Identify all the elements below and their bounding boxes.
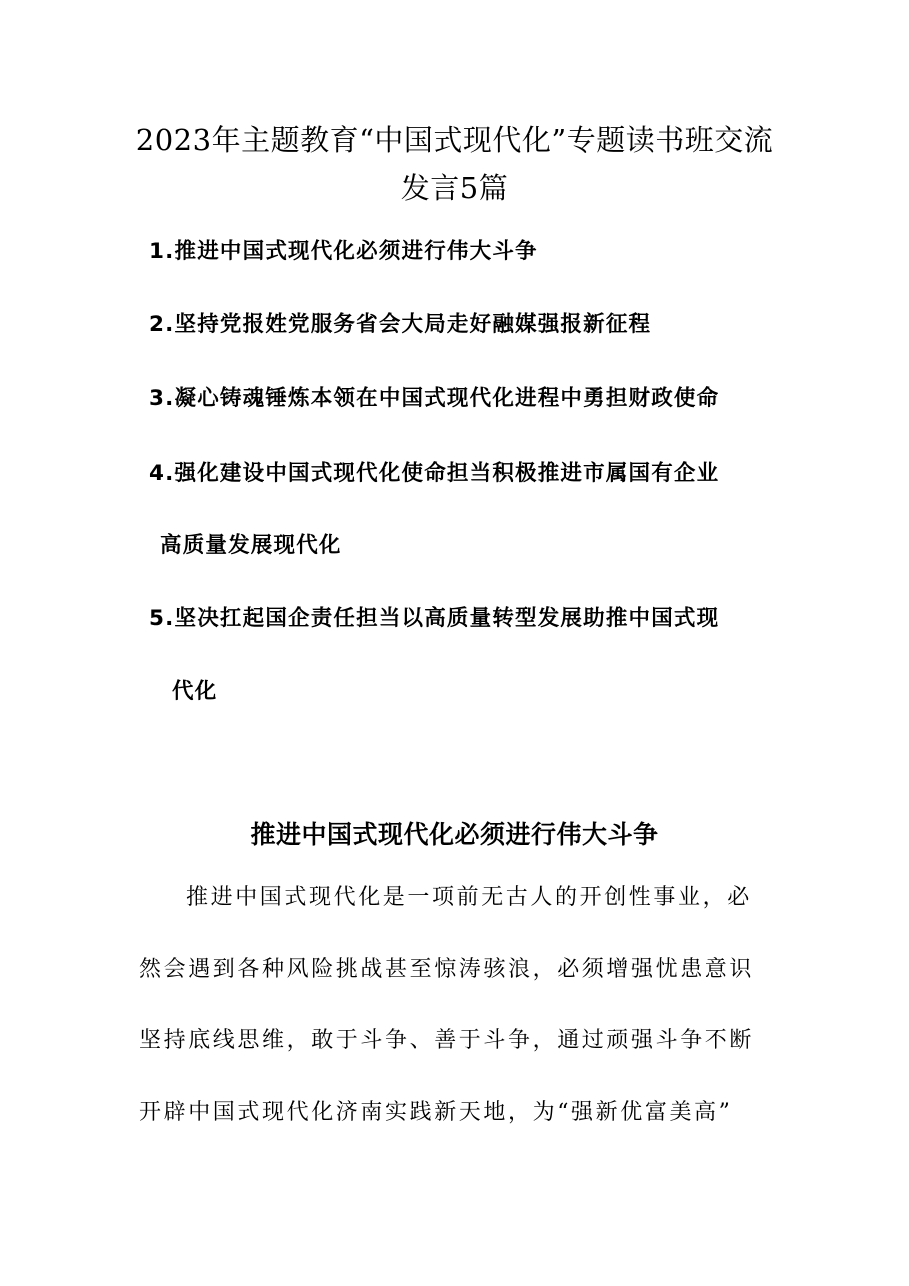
body-text-line-4: 开辟中国式现代化济南实践新天地，为“强新优富美高” — [139, 1100, 733, 1125]
toc-item-5-continuation: 代化 — [172, 679, 218, 704]
body-text-line-1: 推进中国式现代化是一项前无古人的开创性事业，必 — [186, 885, 752, 910]
toc-item-4-continuation: 高质量发展现代化 — [160, 533, 342, 558]
toc-item-3: 3.凝心铸魂锤炼本领在中国式现代化进程中勇担财政使命 — [149, 386, 720, 411]
toc-item-5: 5.坚决扛起国企责任担当以高质量转型发展助推中国式现 — [149, 606, 720, 631]
section-heading: 推进中国式现代化必须进行伟大斗争 — [250, 820, 659, 849]
toc-item-1: 1.推进中国式现代化必须进行伟大斗争 — [149, 239, 538, 264]
document-title-line-2: 发言5篇 — [400, 171, 509, 205]
body-text-line-2: 然会遇到各种风险挑战甚至惊涛骇浪，必须增强忧患意识 — [139, 957, 755, 982]
body-text-line-3: 坚持底线思维，敢于斗争、善于斗争，通过顽强斗争不断 — [139, 1028, 755, 1053]
document-title-line-1: 2023年主题教育“中国式现代化”专题读书班交流 — [135, 123, 774, 157]
toc-item-4: 4.强化建设中国式现代化使命担当积极推进市属国有企业 — [149, 461, 720, 486]
toc-item-2: 2.坚持党报姓党服务省会大局走好融媒强报新征程 — [149, 312, 652, 337]
